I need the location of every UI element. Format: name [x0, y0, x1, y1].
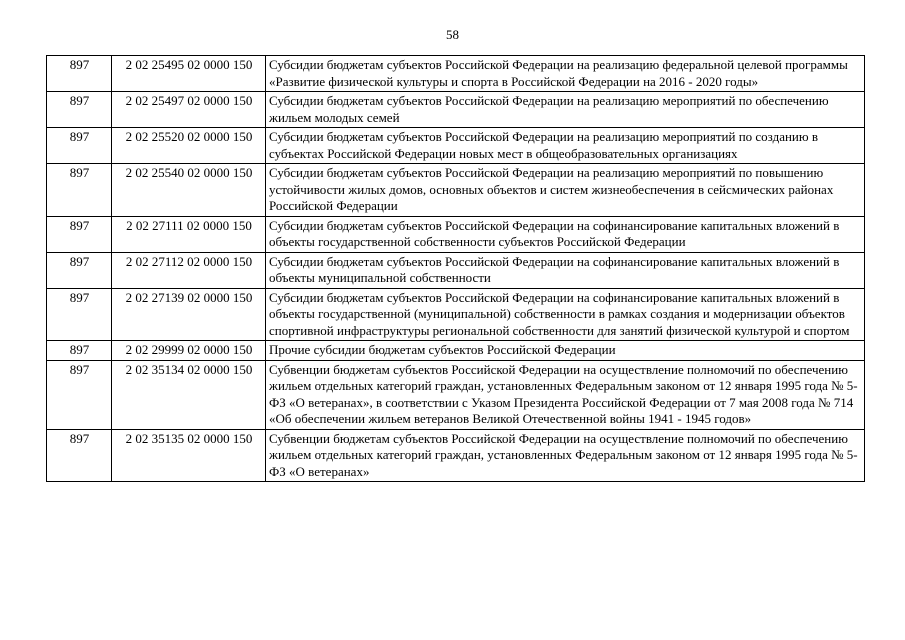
description-cell: Субсидии бюджетам субъектов Российской Федерации на софинансирование капитальных вложений в объекты государственной (муниципальной) собственности в рамках создания и модернизации объектов спортивной инфраструктуры региональной собственности для занятий физической культурой и спортом — [266, 288, 865, 341]
description-cell: Субсидии бюджетам субъектов Российской Федерации на реализацию мероприятий по обеспечению жильем молодых семей — [266, 92, 865, 128]
description-cell: Субсидии бюджетам субъектов Российской Федерации на реализацию мероприятий по повышению устойчивости жилых домов, основных объектов и систем жизнеобеспечения в сейсмических районах Российской Федерации — [266, 164, 865, 217]
admin-code-cell: 897 — [47, 288, 112, 341]
table-row — [47, 288, 865, 341]
table-row — [47, 252, 865, 288]
budget-code-cell: 2 02 35134 02 0000 150 — [112, 360, 266, 429]
budget-code-cell: 2 02 27112 02 0000 150 — [112, 252, 266, 288]
budget-classification-table — [46, 55, 865, 482]
admin-code-cell: 897 — [47, 164, 112, 217]
budget-code-cell: 2 02 25540 02 0000 150 — [112, 164, 266, 217]
admin-code-cell: 897 — [47, 216, 112, 252]
description-cell: Субсидии бюджетам субъектов Российской Федерации на софинансирование капитальных вложений в объекты муниципальной собственности — [266, 252, 865, 288]
description-cell: Субвенции бюджетам субъектов Российской Федерации на осуществление полномочий по обеспечению жильем отдельных категорий граждан, установленных Федеральным законом от 12 января 1995 года № 5-ФЗ «О ветеранах» — [266, 429, 865, 482]
description-cell: Субсидии бюджетам субъектов Российской Федерации на реализацию мероприятий по созданию в субъектах Российской Федерации новых мест в общеобразовательных организациях — [266, 128, 865, 164]
budget-code-cell: 2 02 35135 02 0000 150 — [112, 429, 266, 482]
table-row — [47, 128, 865, 164]
budget-code-cell: 2 02 29999 02 0000 150 — [112, 341, 266, 361]
table-row — [47, 164, 865, 217]
admin-code-cell: 897 — [47, 429, 112, 482]
admin-code-cell: 897 — [47, 341, 112, 361]
table-row — [47, 56, 865, 92]
description-cell: Прочие субсидии бюджетам субъектов Российской Федерации — [266, 341, 865, 361]
budget-code-cell: 2 02 25497 02 0000 150 — [112, 92, 266, 128]
description-cell: Субсидии бюджетам субъектов Российской Федерации на софинансирование капитальных вложений в объекты государственной собственности субъектов Российской Федерации — [266, 216, 865, 252]
admin-code-cell: 897 — [47, 92, 112, 128]
budget-code-cell: 2 02 25495 02 0000 150 — [112, 56, 266, 92]
budget-code-cell: 2 02 25520 02 0000 150 — [112, 128, 266, 164]
table-row — [47, 341, 865, 361]
budget-code-cell: 2 02 27139 02 0000 150 — [112, 288, 266, 341]
admin-code-cell: 897 — [47, 56, 112, 92]
page-number: 58 — [446, 27, 459, 42]
admin-code-cell: 897 — [47, 360, 112, 429]
admin-code-cell: 897 — [47, 128, 112, 164]
table-body — [47, 56, 865, 482]
description-cell: Субвенции бюджетам субъектов Российской Федерации на осуществление полномочий по обеспечению жильем отдельных категорий граждан, установленных Федеральным законом от 12 января 1995 года № 5-ФЗ «О ветеранах», в соответствии с Указом Президента Российской Федерации от 7 мая 2008 года № 714 «Об обеспечении жильем ветеранов Великой Отечественной войны 1941 - 1945 годов» — [266, 360, 865, 429]
description-cell: Субсидии бюджетам субъектов Российской Федерации на реализацию федеральной целевой программы «Развитие физической культуры и спорта в Российской Федерации на 2016 - 2020 годы» — [266, 56, 865, 92]
table-row — [47, 360, 865, 429]
table-row — [47, 92, 865, 128]
admin-code-cell: 897 — [47, 252, 112, 288]
budget-code-cell: 2 02 27111 02 0000 150 — [112, 216, 266, 252]
table-row — [47, 429, 865, 482]
table-row — [47, 216, 865, 252]
